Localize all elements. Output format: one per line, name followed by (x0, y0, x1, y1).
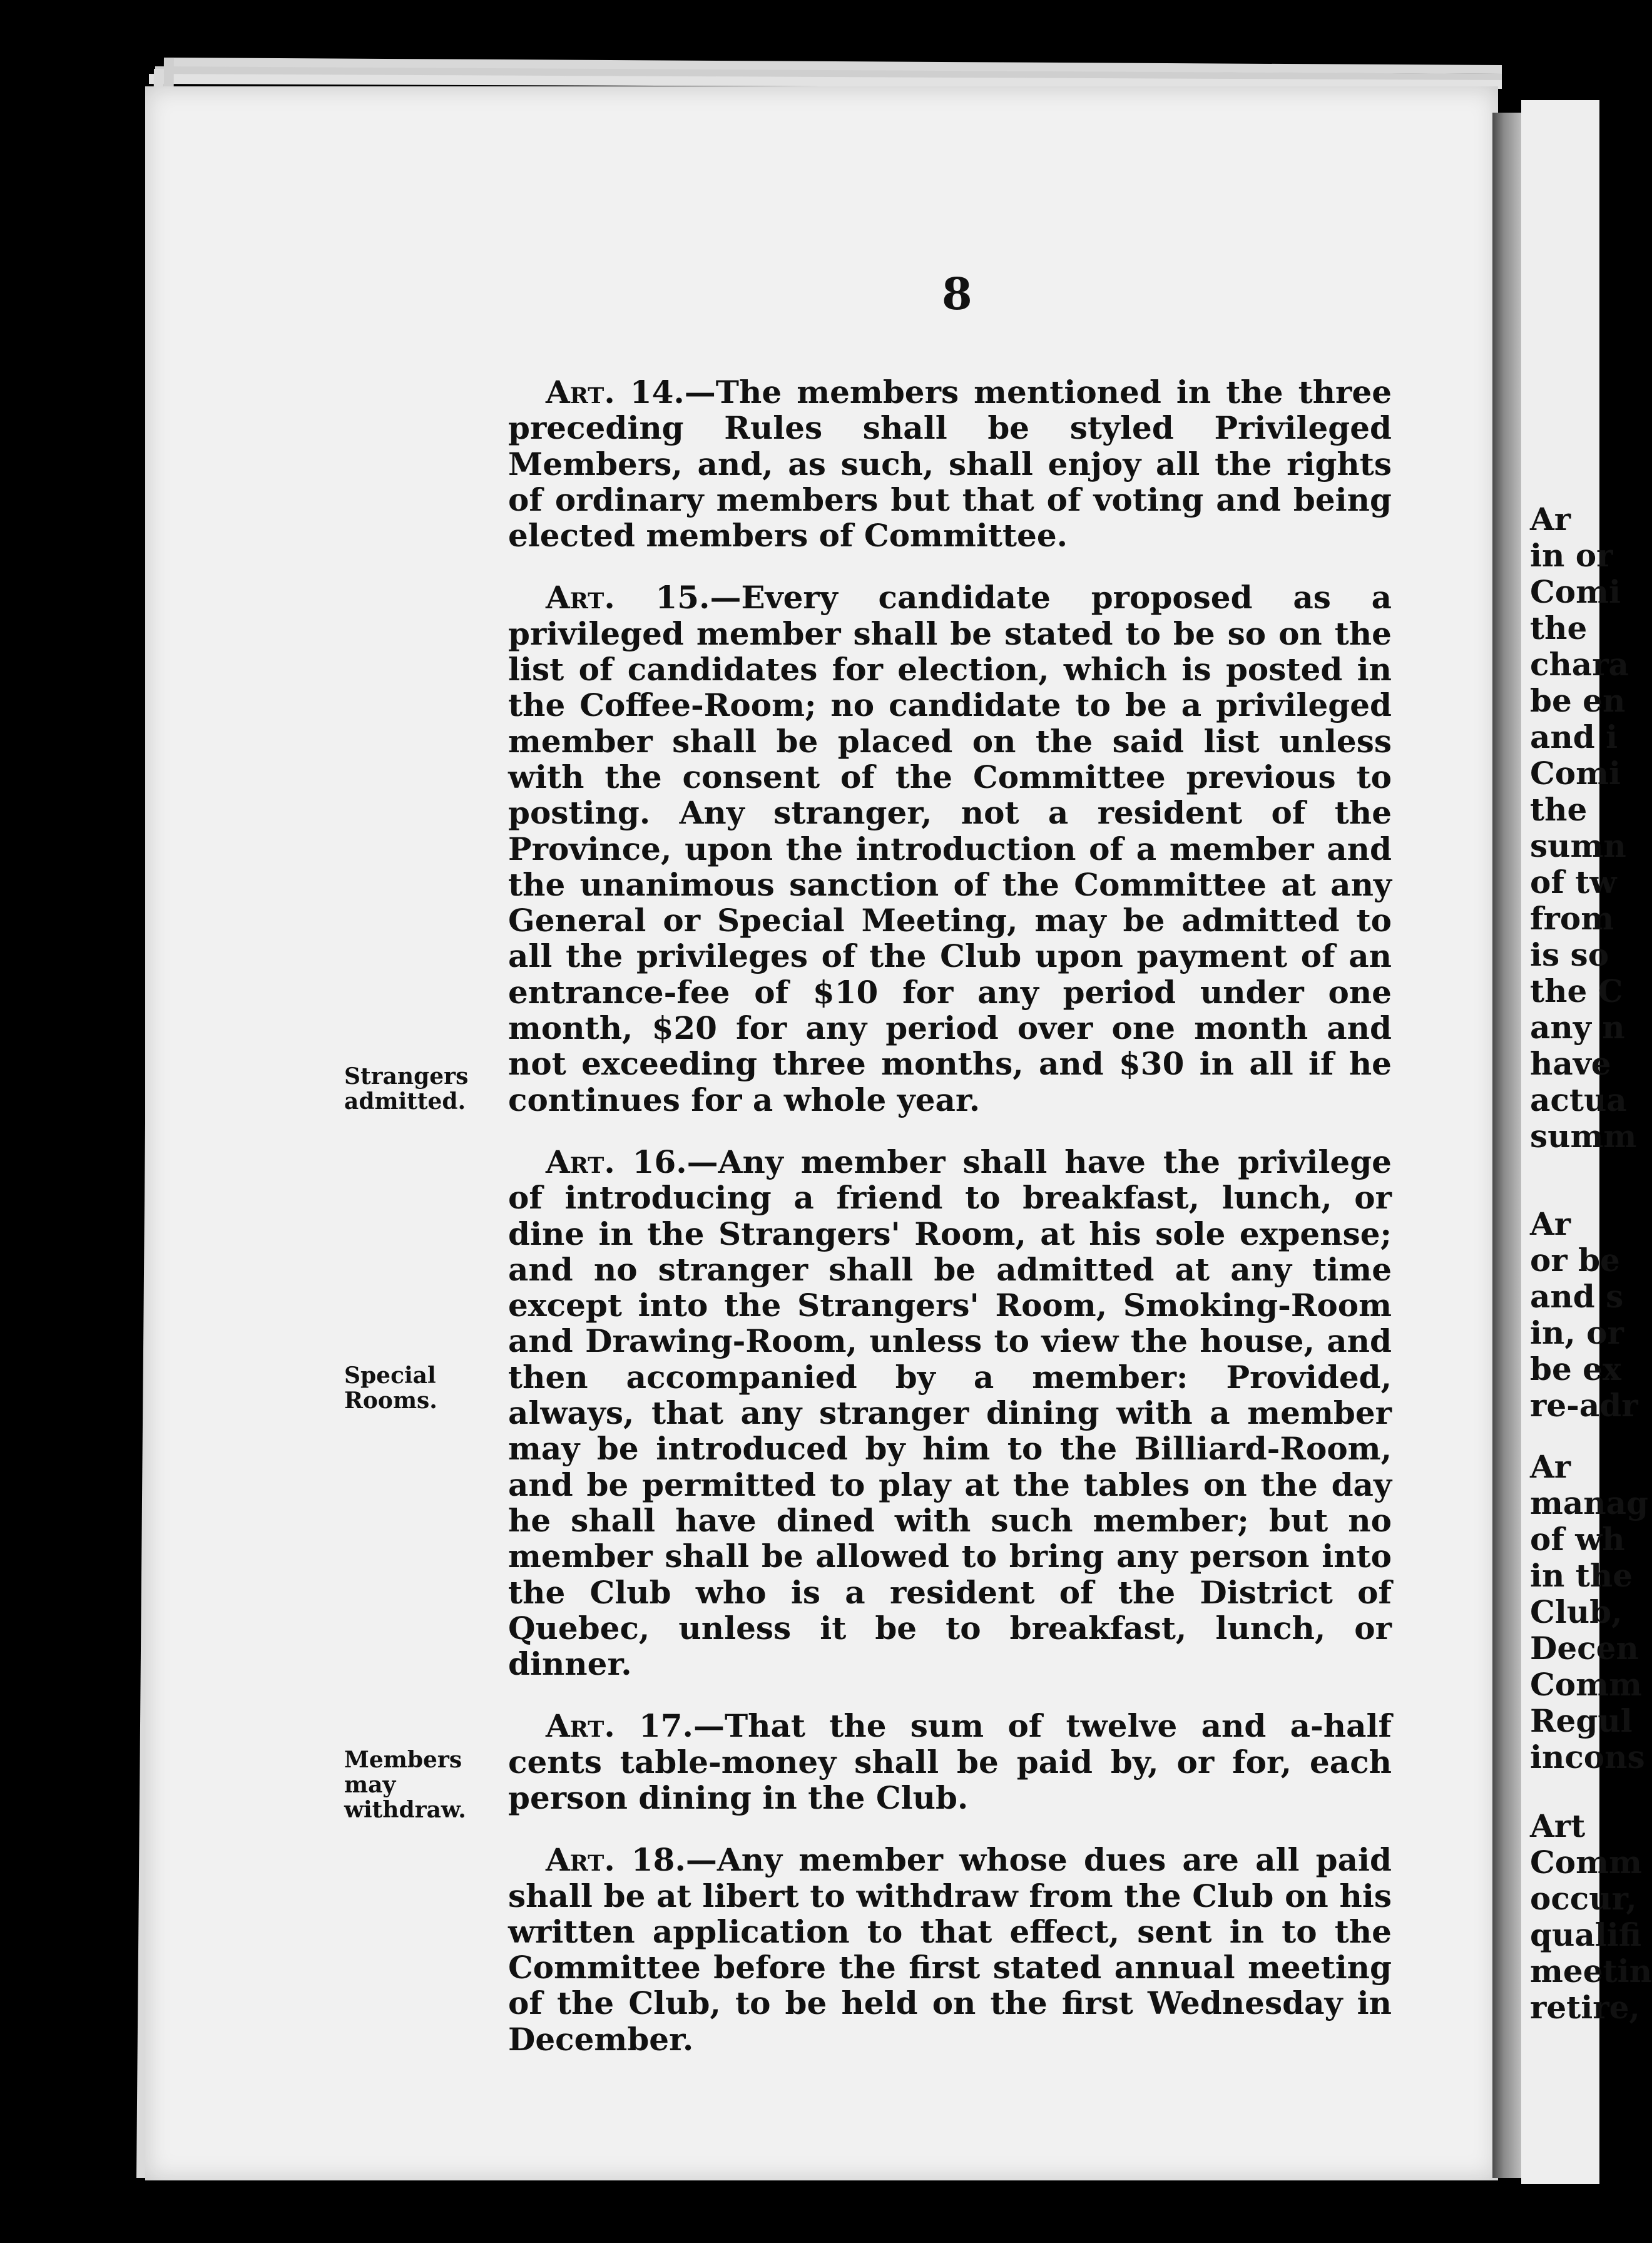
article-14 (508, 374, 1392, 553)
facing-page-line: Comi (1530, 573, 1621, 610)
facing-page-line: Ar (1530, 501, 1571, 538)
margin-note-members-may-withdraw: Members may withdraw. (344, 1747, 466, 1823)
facing-page-line: Club, (1530, 1593, 1623, 1630)
facing-page-line: have (1530, 1045, 1611, 1082)
facing-page-line: actua (1530, 1081, 1627, 1118)
facing-page-line: the (1530, 610, 1588, 646)
margin-note-special-rooms: Special Rooms. (344, 1362, 437, 1414)
article-label: Art (546, 1707, 604, 1745)
article-text: . 18.—Any member whose dues are all paid shall be at libert to withdraw from the Club on his written application to that effect, sent in to the Committee before the first stated annual meeting of the Club, to be held on the first Wednesday in December. (508, 1841, 1392, 2058)
margin-note-strangers-admitted: Strangers admitted. (344, 1063, 469, 1115)
article-text: . 17.—That the sum of twelve and a-half cents table-money shall be paid by, or for, each person dining in the Club. (508, 1707, 1392, 1816)
facing-page-line: qualifi (1530, 1916, 1642, 1953)
article-16 (508, 1144, 1392, 1682)
article-15 (508, 580, 1392, 1117)
facing-page-line: incons (1530, 1739, 1645, 1775)
page-number: 8 (942, 268, 972, 320)
article-label: Art (546, 374, 604, 411)
article-18 (508, 1842, 1392, 2057)
facing-page-line: and s (1530, 1278, 1624, 1315)
book-gutter (1492, 113, 1521, 2178)
facing-page-line: summ (1530, 1118, 1637, 1155)
facing-page-line: in or (1530, 537, 1613, 574)
facing-page-line: Art (1530, 1807, 1586, 1844)
facing-page-line: the C (1530, 973, 1623, 1009)
facing-page-line: Ar (1530, 1205, 1571, 1242)
facing-page-line: Decen (1530, 1630, 1639, 1667)
facing-page-line: is so (1530, 936, 1609, 973)
body-text (508, 374, 1392, 2083)
facing-page-line: sumn (1530, 827, 1626, 864)
facing-page-line: in, or (1530, 1314, 1624, 1351)
article-text: . 16.—Any member shall have the privilege of introducing a friend to breakfast, lunch, or dine in the Strangers' Room, at his sole expense; and no stranger shall be admitted at any time except into the Strangers' Room, Smoking-Room and Drawing-Room, unless to view the house, and then accompanied by a member: Provided, always, that any stranger dining with a member may be introduced by him to the Billiard-Room, and be permitted to play at the tables on the day he shall have dined with such member; but no member shall be allowed to bring any person into the Club who is a resident of the District of Quebec, unless it be to breakfast, lunch, or dinner. (508, 1143, 1392, 1683)
facing-page-line: manag (1530, 1484, 1649, 1521)
article-text: . 14.—The members mentioned in the three preceding Rules shall be styled Privileged Members, and, as such, shall enjoy all the rights of ordinary members but that of voting and being elected members of Committee. (508, 374, 1392, 554)
facing-page-line: Comm (1530, 1844, 1642, 1881)
facing-page-fragment (1521, 100, 1652, 2184)
facing-page-line: of wh (1530, 1521, 1625, 1558)
facing-page-line: or be (1530, 1242, 1620, 1279)
facing-page-line: from (1530, 900, 1614, 937)
facing-page-line: the (1530, 791, 1588, 828)
facing-page-line: any n (1530, 1009, 1625, 1046)
facing-page-line: Comm (1530, 1666, 1642, 1703)
facing-page-line: of tw (1530, 864, 1617, 901)
facing-page-line: chara (1530, 646, 1629, 683)
article-label: Art (546, 1143, 604, 1180)
facing-page-line: and i (1530, 718, 1618, 755)
facing-page-line: Comi (1530, 755, 1621, 792)
facing-page-line: meetin (1530, 1953, 1652, 1990)
facing-page-line: in the (1530, 1557, 1633, 1594)
article-17 (508, 1708, 1392, 1816)
facing-page-line: re-adr (1530, 1387, 1638, 1424)
article-label: Art (546, 1841, 604, 1879)
facing-page-line: Regul (1530, 1702, 1633, 1739)
facing-page-line: retire, (1530, 1989, 1640, 2026)
article-text: . 15.—Every candidate proposed as a privileged member shall be stated to be so on the list of candidates for election, which is posted in the Coffee-Room; no candidate to be a privileged member shall be placed on the said list unless with the consent of the Committee previous to posting. Any stranger, not a resident of the Province, upon the introduction of a member and the unanimous sanction of the Committee at any General or Special Meeting, may be admitted to all the privileges of the Club upon payment of an entrance-fee of $10 for any period under one month, $20 for any period over one month and not exceeding three months, and $30 in all if he continues for a whole year. (508, 579, 1392, 1118)
facing-page-line: occur, (1530, 1880, 1637, 1917)
facing-page-line: be en (1530, 682, 1626, 719)
facing-page-line: Ar (1530, 1448, 1571, 1485)
facing-page-line: be ex (1530, 1351, 1621, 1387)
article-label: Art (546, 579, 604, 616)
